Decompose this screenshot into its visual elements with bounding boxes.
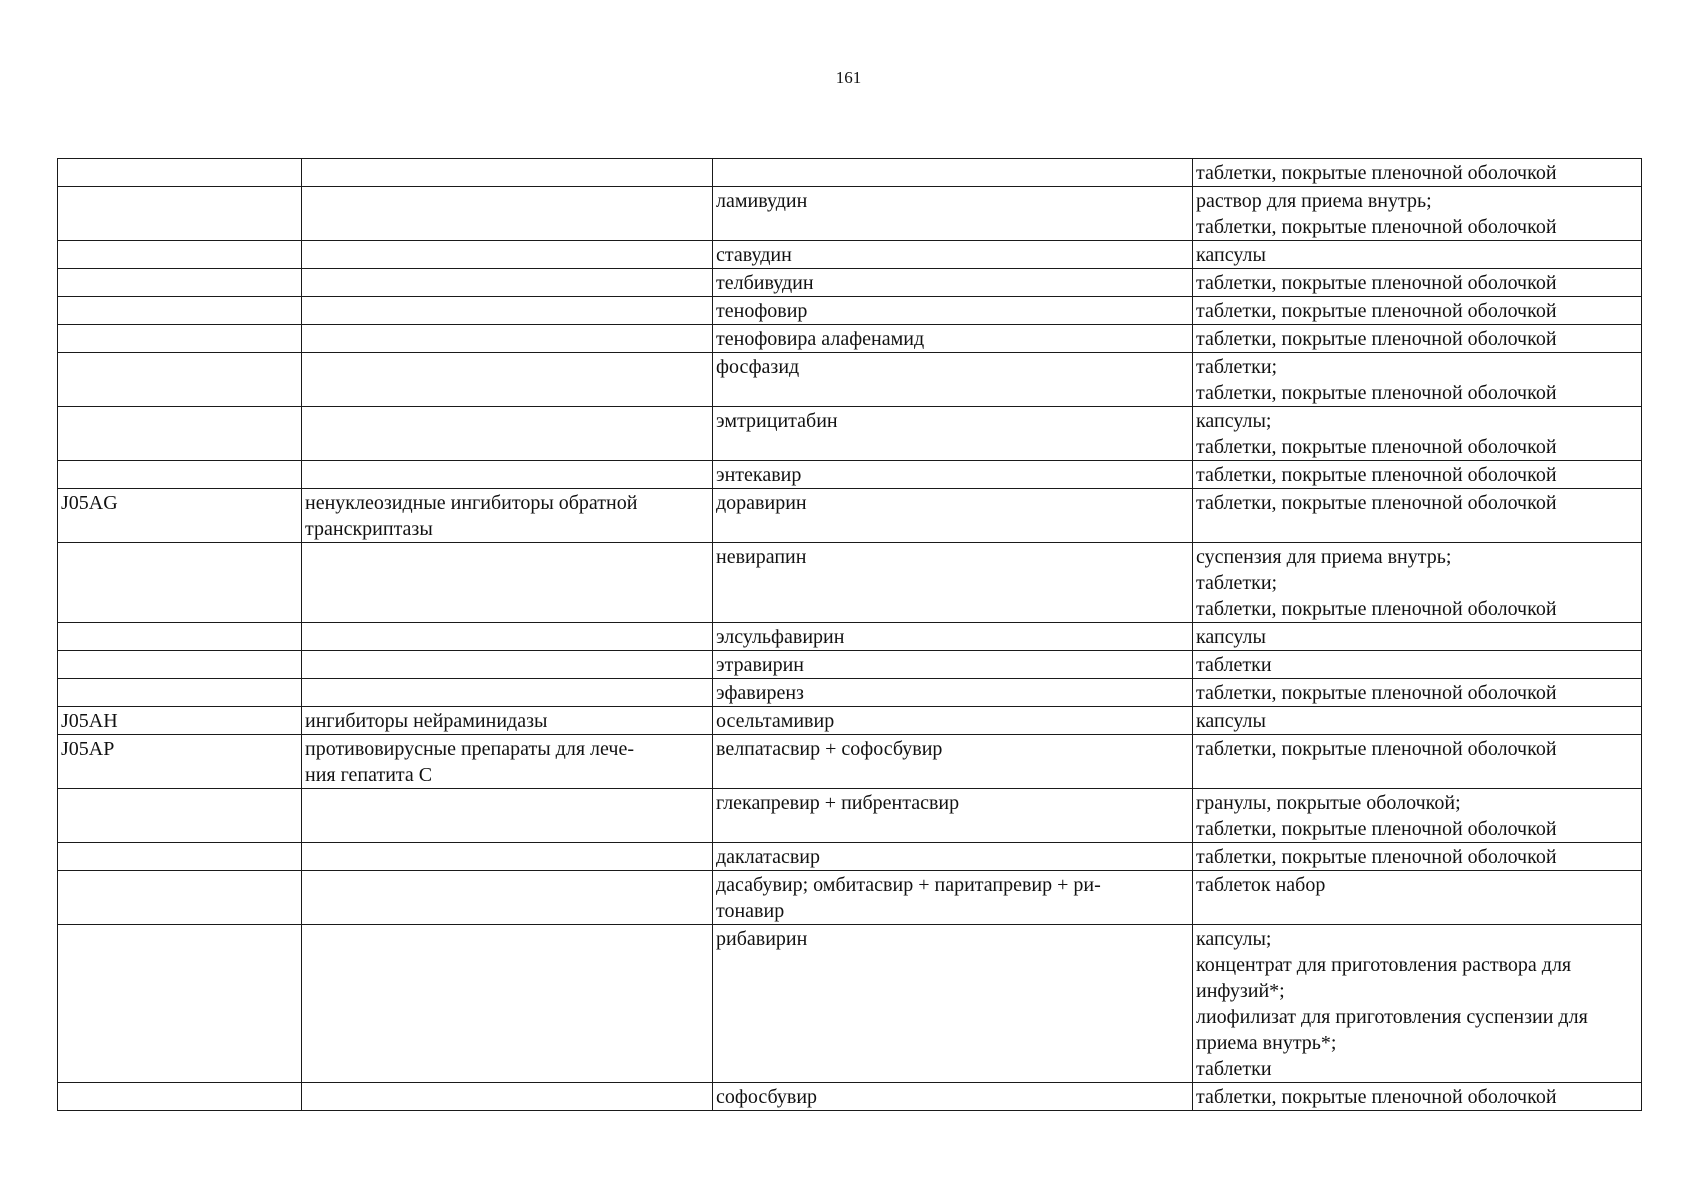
- drug-group-cell: [302, 325, 713, 353]
- drug-group-cell: [302, 407, 713, 461]
- table-row: [58, 325, 1642, 353]
- drug-name-cell: элсульфавирин: [713, 623, 1193, 651]
- dosage-form-cell: таблетки, покрытые пленочной оболочкой: [1193, 1083, 1642, 1111]
- drug-group-cell: [302, 297, 713, 325]
- table-row: [58, 241, 1642, 269]
- dosage-form-cell: раствор для приема внутрь; таблетки, покрытые пленочной оболочкой: [1193, 187, 1642, 241]
- table-row: [58, 707, 1642, 735]
- table-row: [58, 407, 1642, 461]
- drug-name-cell: ставудин: [713, 241, 1193, 269]
- atc-code-cell: [58, 461, 302, 489]
- drug-group-cell: [302, 651, 713, 679]
- drug-group-cell: [302, 461, 713, 489]
- table-row: [58, 735, 1642, 789]
- atc-code-cell: [58, 543, 302, 623]
- drug-name-cell: даклатасвир: [713, 843, 1193, 871]
- atc-code-cell: [58, 269, 302, 297]
- atc-code-cell: [58, 187, 302, 241]
- drug-name-cell: осельтамивир: [713, 707, 1193, 735]
- dosage-form-cell: таблетки, покрытые пленочной оболочкой: [1193, 159, 1642, 187]
- atc-code-cell: J05AG: [58, 489, 302, 543]
- atc-code-cell: [58, 843, 302, 871]
- table-row: [58, 159, 1642, 187]
- drug-name-cell: этравирин: [713, 651, 1193, 679]
- atc-code-cell: J05AH: [58, 707, 302, 735]
- dosage-form-cell: таблетки, покрытые пленочной оболочкой: [1193, 843, 1642, 871]
- medication-table: [57, 158, 1642, 1111]
- drug-name-cell: рибавирин: [713, 925, 1193, 1083]
- drug-name-cell: тенофовира алафенамид: [713, 325, 1193, 353]
- drug-name-cell: глекапревир + пибрентасвир: [713, 789, 1193, 843]
- table-row: [58, 187, 1642, 241]
- atc-code-cell: J05AP: [58, 735, 302, 789]
- table-row: [58, 871, 1642, 925]
- dosage-form-cell: таблетки, покрытые пленочной оболочкой: [1193, 489, 1642, 543]
- dosage-form-cell: таблеток набор: [1193, 871, 1642, 925]
- drug-name-cell: невирапин: [713, 543, 1193, 623]
- drug-group-cell: [302, 543, 713, 623]
- table-row: [58, 623, 1642, 651]
- atc-code-cell: [58, 325, 302, 353]
- table-body: [58, 159, 1642, 1111]
- drug-name-cell: дасабувир; омбитасвир + паритапревир + ри- тонавир: [713, 871, 1193, 925]
- atc-code-cell: [58, 623, 302, 651]
- dosage-form-cell: таблетки, покрытые пленочной оболочкой: [1193, 269, 1642, 297]
- dosage-form-cell: таблетки, покрытые пленочной оболочкой: [1193, 297, 1642, 325]
- drug-name-cell: [713, 159, 1193, 187]
- atc-code-cell: [58, 679, 302, 707]
- dosage-form-cell: капсулы; концентрат для приготовления раствора для инфузий*; лиофилизат для приготовления суспензии для приема внутрь*; таблетки: [1193, 925, 1642, 1083]
- dosage-form-cell: таблетки; таблетки, покрытые пленочной оболочкой: [1193, 353, 1642, 407]
- drug-name-cell: эмтрицитабин: [713, 407, 1193, 461]
- dosage-form-cell: капсулы: [1193, 707, 1642, 735]
- table-row: [58, 543, 1642, 623]
- atc-code-cell: [58, 241, 302, 269]
- table-row: [58, 489, 1642, 543]
- dosage-form-cell: капсулы: [1193, 241, 1642, 269]
- atc-code-cell: [58, 353, 302, 407]
- dosage-form-cell: таблетки: [1193, 651, 1642, 679]
- drug-group-cell: противовирусные препараты для лече- ния гепатита С: [302, 735, 713, 789]
- table-row: [58, 679, 1642, 707]
- table-row: [58, 461, 1642, 489]
- drug-group-cell: [302, 843, 713, 871]
- drug-group-cell: [302, 269, 713, 297]
- drug-group-cell: [302, 925, 713, 1083]
- drug-group-cell: [302, 789, 713, 843]
- drug-name-cell: софосбувир: [713, 1083, 1193, 1111]
- drug-name-cell: велпатасвир + софосбувир: [713, 735, 1193, 789]
- table-row: [58, 297, 1642, 325]
- atc-code-cell: [58, 871, 302, 925]
- drug-name-cell: энтекавир: [713, 461, 1193, 489]
- drug-group-cell: [302, 159, 713, 187]
- drug-group-cell: [302, 353, 713, 407]
- table-row: [58, 651, 1642, 679]
- dosage-form-cell: гранулы, покрытые оболочкой; таблетки, покрытые пленочной оболочкой: [1193, 789, 1642, 843]
- dosage-form-cell: суспензия для приема внутрь; таблетки; таблетки, покрытые пленочной оболочкой: [1193, 543, 1642, 623]
- dosage-form-cell: таблетки, покрытые пленочной оболочкой: [1193, 461, 1642, 489]
- drug-name-cell: тенофовир: [713, 297, 1193, 325]
- drug-group-cell: [302, 623, 713, 651]
- dosage-form-cell: капсулы; таблетки, покрытые пленочной оболочкой: [1193, 407, 1642, 461]
- page-number: 161: [835, 68, 862, 87]
- dosage-form-cell: таблетки, покрытые пленочной оболочкой: [1193, 325, 1642, 353]
- atc-code-cell: [58, 1083, 302, 1111]
- drug-group-cell: ненуклеозидные ингибиторы обратной транскриптазы: [302, 489, 713, 543]
- drug-group-cell: [302, 241, 713, 269]
- drug-name-cell: телбивудин: [713, 269, 1193, 297]
- table-row: [58, 1083, 1642, 1111]
- drug-group-cell: [302, 1083, 713, 1111]
- atc-code-cell: [58, 651, 302, 679]
- drug-group-cell: [302, 871, 713, 925]
- drug-group-cell: [302, 187, 713, 241]
- atc-code-cell: [58, 789, 302, 843]
- atc-code-cell: [58, 297, 302, 325]
- drug-group-cell: [302, 679, 713, 707]
- table-row: [58, 789, 1642, 843]
- drug-name-cell: доравирин: [713, 489, 1193, 543]
- table-row: [58, 843, 1642, 871]
- dosage-form-cell: капсулы: [1193, 623, 1642, 651]
- atc-code-cell: [58, 407, 302, 461]
- drug-name-cell: эфавиренз: [713, 679, 1193, 707]
- table-row: [58, 353, 1642, 407]
- drug-group-cell: ингибиторы нейраминидазы: [302, 707, 713, 735]
- atc-code-cell: [58, 159, 302, 187]
- dosage-form-cell: таблетки, покрытые пленочной оболочкой: [1193, 735, 1642, 789]
- drug-name-cell: фосфазид: [713, 353, 1193, 407]
- dosage-form-cell: таблетки, покрытые пленочной оболочкой: [1193, 679, 1642, 707]
- table-row: [58, 269, 1642, 297]
- table-row: [58, 925, 1642, 1083]
- atc-code-cell: [58, 925, 302, 1083]
- drug-name-cell: ламивудин: [713, 187, 1193, 241]
